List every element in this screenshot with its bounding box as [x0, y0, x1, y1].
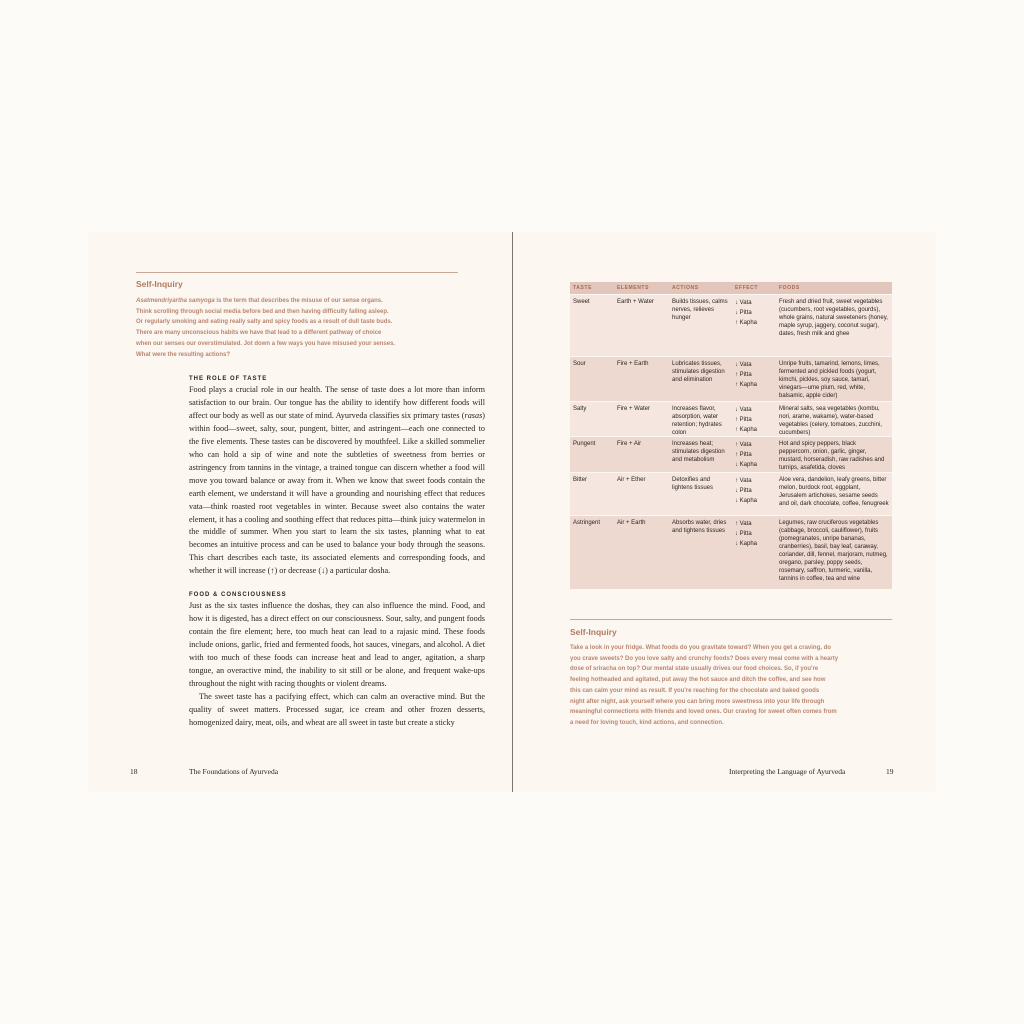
left-self-inquiry-rule: [136, 272, 458, 273]
table-header: [570, 282, 892, 294]
sanskrit-term: Asatmendriyartha samyoga: [136, 298, 215, 304]
header-actions: ACTIONS: [672, 285, 699, 291]
header-foods: FOODS: [779, 285, 800, 291]
left-page-number: 18: [130, 767, 138, 776]
food-consciousness-heading: FOOD & CONSCIOUSNESS: [189, 592, 287, 599]
role-of-taste-paragraph: Food plays a crucial role in our health. The sense of taste does a lot more than inform satisfaction to our brain. Our tongue has the ability to identify how different foods will affect our body as well as our state of mind. Ayurveda classifies six primary tastes (rasas) within food—sweet, salty, sour, pungent, bitter, and astringent—each one connected to the five elements. These tastes can be discovered by mouthfeel. Like a skilled sommelier who can hold a sip of wine and note the subtleties of sweetness from berries or astringency from tannins in the vintage, a trained tongue can discern whether a food will move you toward balance or away from it. When we know that sweet foods contain the earth element, we understand it will have a grounding and nourishing effect that reduces vata—think roasted root vegetables in winter. Because sweet also contains the water element, it has a cooling and soothing effect that reduces pitta—think juicy watermelon in the middle of summer. When you start to learn the six tastes, planning what to eat becomes an intuitive process and can be used to balance your body through the seasons. This chart describes each taste, its associated elements and corresponding foods, and whether it will increase (↑) or decrease (↓) a particular dosha.: [189, 385, 485, 576]
table-row: Bitter Air + Ether Detoxifies and lightens tissues ↑ Vata ↓ Pitta ↓ Kapha Aloe vera, dandelion, leafy greens, bitter melon, burdock root, eggplant, Jerusalem artichokes, sesame seeds and oil, dark chocolate, coffee, fenugreek: [570, 472, 892, 515]
header-taste: TASTE: [573, 285, 593, 291]
role-of-taste-heading: THE ROLE OF TASTE: [189, 376, 268, 382]
right-self-inquiry-rule: [570, 619, 892, 620]
right-self-inquiry-title: Self-Inquiry: [570, 627, 617, 637]
table-row: Sour Fire + Earth Lubricates tissues, stimulates digestion and elimination ↓ Vata ↑ Pitta ↑ Kapha Unripe fruits, tamarind, lemons, limes, fermented and pickled foods (yogurt, kimchi, pickles, soy sauce, tamari, vinegars—ume plum, red, white, balsamic, apple cider): [570, 356, 892, 401]
right-running-title: Interpreting the Language of Ayurveda: [729, 767, 846, 776]
table-row: Sweet Earth + Water Builds tissues, calms nerves, relieves hunger ↓ Vata ↓ Pitta ↑ Kapha Fresh and dried fruit, sweet vegetables (cucumbers, root vegetables, gourds), whole grains, natural sweeteners (honey, maple syrup, jaggery, coconut sugar), dates, fresh milk and ghee: [570, 294, 892, 356]
taste-table: [570, 282, 892, 589]
page-gutter: [512, 232, 513, 792]
food-consciousness-paragraph-2: The sweet taste has a pacifying effect, which can calm an overactive mind. But the quality of sweet matters. Processed sugar, ice cream and other frozen desserts, homogenized dairy, meat, oils, and wheat are all sweet in taste but create a sticky: [189, 691, 485, 727]
right-page-number: 19: [886, 767, 894, 776]
table-row: Astringent Air + Earth Absorbs water, dries and tightens tissues ↑ Vata ↓ Pitta ↓ Kapha Legumes, raw cruciferous vegetables (cabbage, broccoli, cauliflower), fruits (pomegranates, unripe bananas, cranberries), basil, bay leaf, caraway, coriander, dill, fennel, marjoram, nutmeg, oregano, parsley, poppy seeds, rosemary, saffron, turmeric, vanilla, tannins in coffee, tea and wine: [570, 515, 892, 589]
food-consciousness-paragraph-1: Just as the six tastes influence the doshas, they can also influence the mind. Food, and how it is digested, has a direct effect on our consciousness. Sour, salty, and pungent foods contain the fire element; here, too much heat can lead to a rajasic mind. These foods include onions, garlic, fried and fermented foods, hot sauces, vinegars, and alcohol. A diet with too much of these foods can increase heat and lead to anger, agitation, a sharp tongue, an overactive mind, the inability to sit still or be alone, and frequent wake-ups throughout the night with racing thoughts or violent dreams.: [189, 601, 485, 689]
right-self-inquiry-text: Take a look in your fridge. What foods do you gravitate toward? When you get a craving, do you crave sweets? Do you love salty and crunchy foods? Does every meal come with a hearty dose of sriracha on top? Our mental state usually drives our food choices. So, if you're feeling hotheaded and agitated, put away the hot sauce and ditch the coffee, and see how this can calm your mind as result. If you're reaching for the chocolate and baked goods night after night, ask yourself where you can bring more sweetness into your life through meaningful connections with friends and loved ones. Our craving for sweet often comes from a need for loving touch, kind actions, and connection.: [570, 645, 839, 726]
left-self-inquiry-text: Asatmendriyartha samyoga is the term that describes the misuse of our sense organs. Think scrolling through social media before bed and then having difficulty falling asleep. Or regularly smoking and eating really salty and spicy foods as a result of dull taste buds. There are many unconscious habits we have that lead to a different pathway of choice when our senses our overstimulated. Jot down a few ways you have misused your senses. What were the resulting actions?: [136, 298, 396, 358]
left-running-title: The Foundations of Ayurveda: [189, 767, 279, 776]
left-self-inquiry-title: Self-Inquiry: [136, 279, 183, 289]
header-effect: EFFECT: [735, 285, 759, 291]
left-body-column: [189, 376, 485, 730]
table-row: Pungent Fire + Air Increases heat; stimulates digestion and metabolism ↑ Vata ↑ Pitta ↓ Kapha Hot and spicy peppers, black peppercorn, onion, garlic, ginger, mustard, horseradish, raw radishes and turnips, asafetida, cloves: [570, 436, 892, 472]
header-elements: ELEMENTS: [617, 285, 650, 291]
table-row: Salty Fire + Water Increases flavor, absorption, water retention; hydrates colon ↓ Vata ↑ Pitta ↑ Kapha Mineral salts, sea vegetables (kombu, nori, arame, wakame), water-based vegetables (celery, tomatoes, zucchini, cucumbers): [570, 401, 892, 436]
